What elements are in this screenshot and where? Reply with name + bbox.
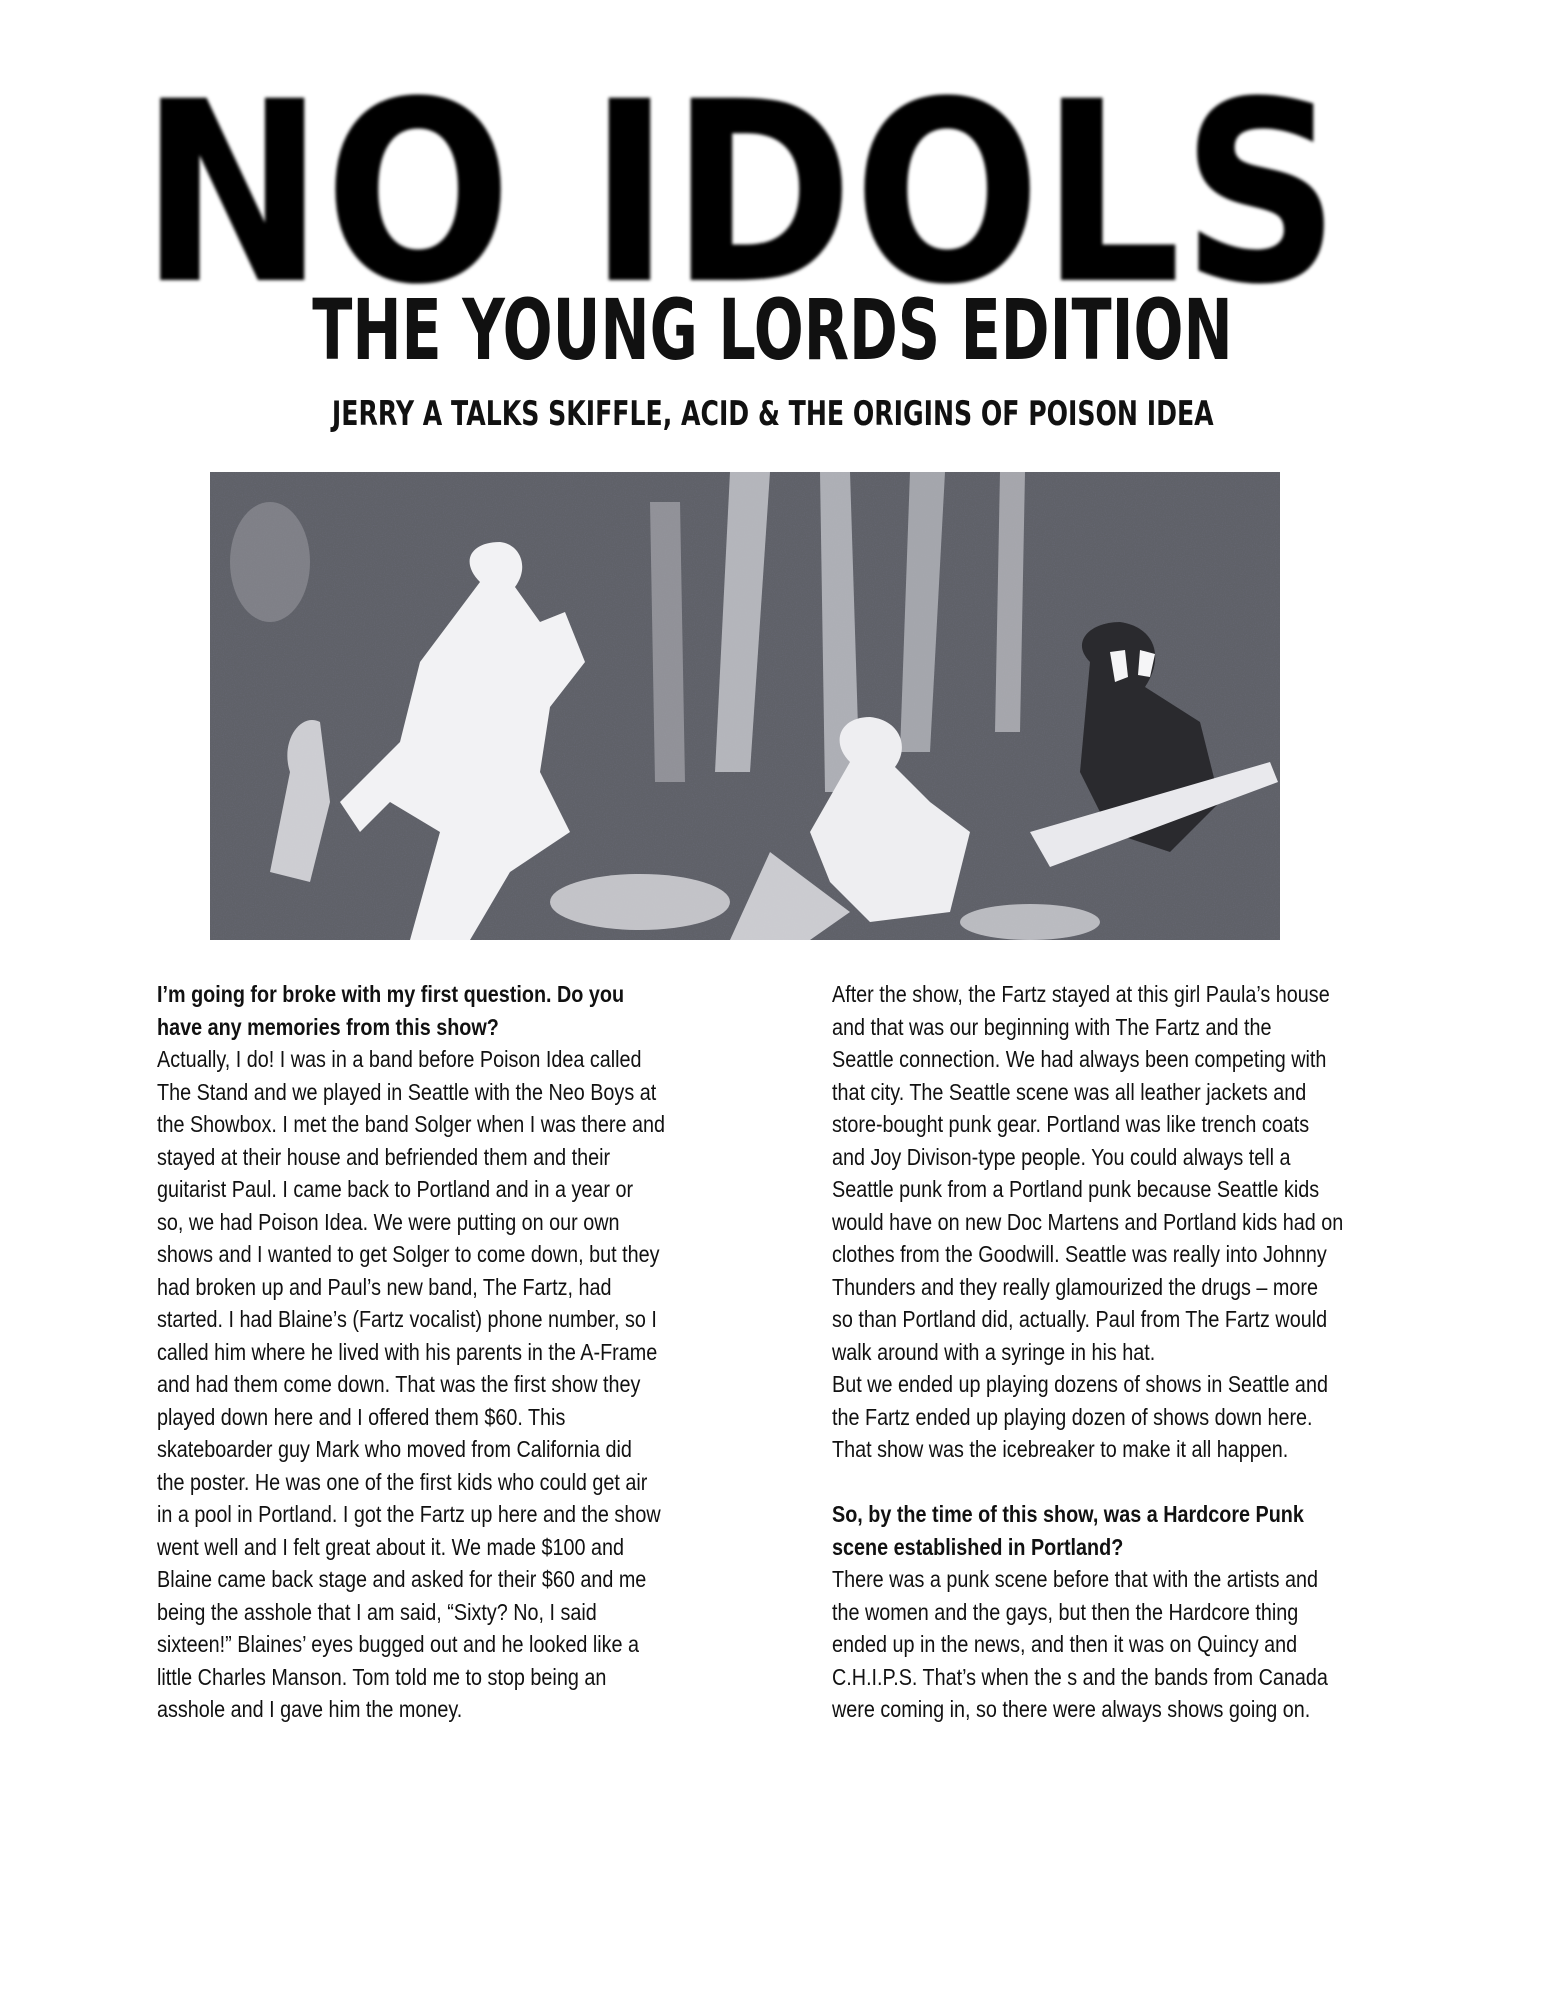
page-subtitle xyxy=(0,392,1545,436)
article-right-column xyxy=(832,978,1427,1726)
answer-line: asshole and I gave him the money. xyxy=(157,1696,463,1722)
answer-line: being the asshole that I am said, “Sixty? No, I said xyxy=(157,1598,597,1625)
answer-line: and Joy Divison-type people. You could always tell a xyxy=(832,1143,1291,1170)
question-line: So, by the time of this show, was a Hardcore Punk xyxy=(832,1501,1304,1527)
answer-line: so than Portland did, actually. Paul from The Fartz would xyxy=(832,1306,1328,1332)
answer-line: were coming in, so there were always shows going on. xyxy=(832,1696,1311,1722)
answer-line: Seattle connection. We had always been competing with xyxy=(832,1046,1327,1072)
answer-line: the women and the gays, but then the Hardcore thing xyxy=(832,1598,1299,1625)
article-left-column xyxy=(157,978,748,1726)
answer-line: the Showbox. I met the band Solger when I was there and xyxy=(157,1111,666,1137)
masthead-logo xyxy=(130,62,1350,292)
answer-line: started. I had Blaine’s (Fartz vocalist) phone number, so I xyxy=(157,1306,657,1332)
answer-line: C.H.I.P.S. That’s when the s and the bands from Canada xyxy=(832,1663,1328,1690)
answer-line: Blaine came back stage and asked for their $60 and me xyxy=(157,1566,647,1592)
answer-line: and that was our beginning with The Fartz and the xyxy=(832,1013,1272,1040)
masthead-text: NO IDOLS xyxy=(140,62,1340,292)
answer-line: and had them come down. That was the first show they xyxy=(157,1371,641,1397)
answer-line: would have on new Doc Martens and Portland kids had on xyxy=(832,1208,1344,1235)
answer-line: Seattle punk from a Portland punk because Seattle kids xyxy=(832,1176,1320,1202)
answer-line: that city. The Seattle scene was all leather jackets and xyxy=(832,1078,1307,1105)
answer-line: After the show, the Fartz stayed at this girl Paula’s house xyxy=(832,981,1330,1007)
answer-line: sixteen!” Blaines’ eyes bugged out and he looked like a xyxy=(157,1631,640,1657)
answer-line: skateboarder guy Mark who moved from California did xyxy=(157,1436,632,1462)
answer-line: the poster. He was one of the first kids who could get air xyxy=(157,1468,648,1495)
page-title-text: THE YOUNG LORDS EDITION xyxy=(312,281,1233,379)
answer-line: There was a punk scene before that with the artists and xyxy=(832,1566,1318,1592)
page-title xyxy=(0,281,1545,379)
answer-line: went well and I felt great about it. We made $100 and xyxy=(157,1533,624,1560)
question-line: scene established in Portland? xyxy=(832,1533,1124,1560)
answer-line: The Stand and we played in Seattle with the Neo Boys at xyxy=(157,1078,657,1105)
question-line: have any memories from this show? xyxy=(157,1013,499,1040)
answer-line: ended up in the news, and then it was on Quincy and xyxy=(832,1631,1298,1657)
answer-line: clothes from the Goodwill. Seattle was really into Johnny xyxy=(832,1241,1327,1267)
page-subtitle-text: JERRY A TALKS SKIFFLE, ACID & THE ORIGINS OF POISON IDEA xyxy=(331,394,1214,434)
answer-line: little Charles Manson. Tom told me to stop being an xyxy=(157,1663,607,1690)
answer-line: so, we had Poison Idea. We were putting on our own xyxy=(157,1208,620,1235)
answer-line: played down here and I offered them $60. This xyxy=(157,1403,566,1430)
answer-line: walk around with a syringe in his hat. xyxy=(832,1338,1156,1365)
question-line: I’m going for broke with my first question. Do you xyxy=(157,981,625,1007)
answer-line: But we ended up playing dozens of shows in Seattle and xyxy=(832,1371,1328,1397)
answer-line: the Fartz ended up playing dozen of shows down here. xyxy=(832,1403,1313,1430)
answer-line: Actually, I do! I was in a band before Poison Idea called xyxy=(157,1046,642,1072)
answer-line: Thunders and they really glamourized the drugs – more xyxy=(832,1273,1318,1300)
answer-line: guitarist Paul. I came back to Portland and in a year or xyxy=(157,1176,634,1202)
paragraph-gap xyxy=(832,1466,1427,1499)
answer-line: That show was the icebreaker to make it all happen. xyxy=(832,1436,1289,1462)
answer-line: in a pool in Portland. I got the Fartz up here and the show xyxy=(157,1501,661,1527)
answer-line: called him where he lived with his parents in the A-Frame xyxy=(157,1338,658,1365)
answer-line: had broken up and Paul’s new band, The Fartz, had xyxy=(157,1273,612,1300)
answer-line: stayed at their house and befriended them and their xyxy=(157,1143,611,1170)
answer-line: store-bought punk gear. Portland was like trench coats xyxy=(832,1111,1310,1137)
band-live-photo xyxy=(210,472,1280,940)
answer-line: shows and I wanted to get Solger to come down, but they xyxy=(157,1241,660,1267)
